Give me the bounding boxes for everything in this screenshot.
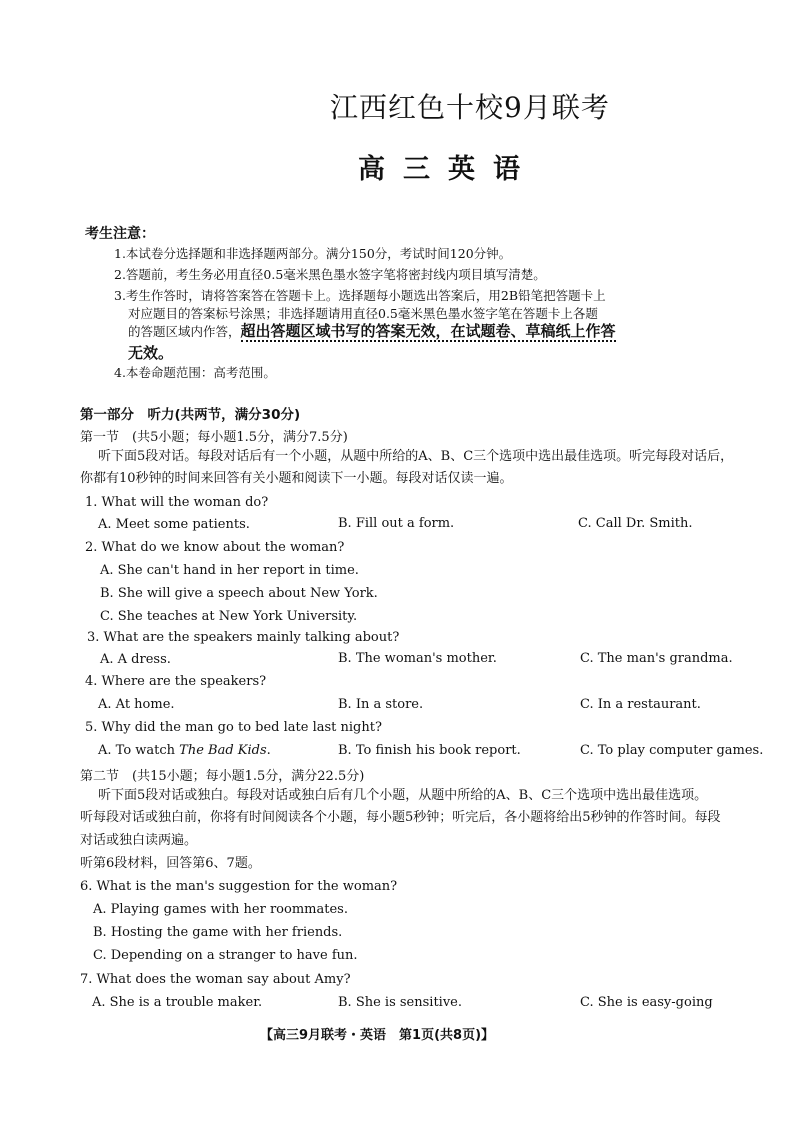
note-item-1: 1.本试卷分选择题和非选择题两部分。满分150分，考试时间120分钟。 [114, 246, 512, 261]
question-6-stem: 6. What is the man's suggestion for the woman? [80, 879, 398, 894]
note-item-3-line2: 对应题目的答案标号涂黑；非选择题请用直径0.5毫米黑色墨水签字笔在答题卡上各题 [128, 306, 598, 321]
section2-instructions-line2: 听每段对话或独白前，你将有时间阅读各个小题，每小题5秒钟；听完后，各小题将给出5秒钟的作答时间。每段 [80, 810, 721, 825]
question-1-stem: 1. What will the woman do? [85, 495, 269, 510]
section2-heading: 第二节 (共15小题；每小题1.5分，满分22.5分) [80, 769, 365, 784]
question-5-option-c: C. To play computer games. [580, 743, 764, 758]
question-4-option-a: A. At home. [98, 697, 175, 712]
question-3-option-b: B. The woman's mother. [338, 651, 497, 666]
part1-heading: 第一部分 听力(共两节，满分30分) [80, 407, 301, 423]
question-6-option-c: C. Depending on a stranger to have fun. [93, 948, 358, 963]
question-7-option-c: C. She is easy-going [580, 995, 713, 1010]
question-7-option-a: A. She is a trouble maker. [92, 995, 263, 1010]
note-warning-end: 无效。 [128, 344, 174, 362]
question-1-option-b: B. Fill out a form. [338, 516, 455, 531]
question-4-option-c: C. In a restaurant. [580, 697, 701, 712]
notes-heading: 考生注意： [85, 226, 155, 242]
question-3-option-c: C. The man's grandma. [580, 651, 733, 666]
note-item-3: 3.考生作答时，请将答案答在答题卡上。选择题每小题选出答案后，用2B铅笔把答题卡上 [114, 288, 606, 303]
question-6-option-b: B. Hosting the game with her friends. [93, 925, 343, 940]
question-5-option-a-title: The Bad Kids [179, 743, 267, 758]
question-5-option-a-prefix: A. To watch [98, 743, 180, 758]
note-item-3-line3 [128, 320, 616, 341]
question-5-option-a [98, 743, 271, 758]
question-2-option-a: A. She can't hand in her report in time. [100, 563, 359, 578]
exam-title: 江西红色十校9月联考 [330, 91, 610, 124]
question-7-stem: 7. What does the woman say about Amy? [80, 972, 351, 987]
note-warning-text: 超出答题区域书写的答案无效，在试题卷、草稿纸上作答 [240, 322, 616, 340]
section1-instructions-line1: 听下面5段对话。每段对话后有一个小题，从题中所给的A、B、C三个选项中选出最佳选项。听完每段对话后， [98, 449, 734, 464]
page-footer: 【高三9月联考・英语 第1页(共8页)】 [260, 1028, 495, 1043]
question-7-option-b: B. She is sensitive. [338, 995, 463, 1010]
material-note: 听第6段材料，回答第6、7题。 [80, 856, 261, 871]
question-1-option-a: A. Meet some patients. [98, 517, 250, 532]
subject-title: 高三英语 [358, 154, 538, 185]
section1-instructions-line2: 你都有10秒钟的时间来回答有关小题和阅读下一小题。每段对话仅读一遍。 [80, 471, 513, 486]
question-3-stem: 3. What are the speakers mainly talking about? [87, 630, 400, 645]
question-5-stem: 5. Why did the man go to bed late last night? [85, 720, 382, 735]
note-item-4: 4.本卷命题范围：高考范围。 [114, 365, 276, 380]
question-2-option-c: C. She teaches at New York University. [100, 609, 358, 624]
section2-instructions-line3: 对话或独白读两遍。 [80, 833, 198, 848]
section2-instructions-line1: 听下面5段对话或独白。每段对话或独白后有几个小题，从题中所给的A、B、C三个选项中选出最佳选项。 [98, 788, 708, 803]
question-1-option-c: C. Call Dr. Smith. [578, 516, 693, 531]
question-5-option-a-suffix: . [266, 743, 271, 758]
question-4-option-b: B. In a store. [338, 697, 424, 712]
note-item-2: 2.答题前，考生务必用直径0.5毫米黑色墨水签字笔将密封线内项目填写清楚。 [114, 267, 546, 282]
question-5-option-b: B. To finish his book report. [338, 743, 521, 758]
question-4-stem: 4. Where are the speakers? [85, 674, 267, 689]
section1-heading: 第一节 (共5小题；每小题1.5分，满分7.5分) [80, 430, 348, 445]
question-2-stem: 2. What do we know about the woman? [85, 540, 345, 555]
question-3-option-a: A. A dress. [100, 652, 171, 667]
question-6-option-a: A. Playing games with her roommates. [93, 902, 348, 917]
question-2-option-b: B. She will give a speech about New York. [100, 586, 378, 601]
note-item-3-line3-text: 的答题区域内作答， [128, 324, 241, 339]
